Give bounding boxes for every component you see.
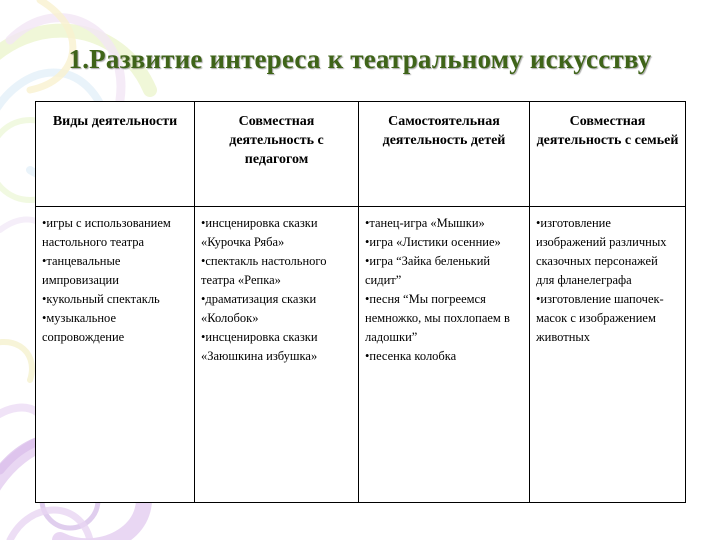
list-item: •инсценировка сказки «Заюшкина избушка» [201,330,318,363]
list-item: •игра “Зайка беленький сидит” [365,254,491,287]
header-joint-with-teacher: Совместная деятельность с педагогом [195,102,359,207]
list-item: •музыкальное сопровождение [42,311,125,344]
list-item: •драматизация сказки «Колобок» [201,292,317,325]
list-item: •песенка колобка [365,349,457,363]
table-header-row [36,102,686,207]
cell-independent-children [359,207,530,503]
list-item: •спектакль настольного театра «Репка» [201,254,327,287]
cell-joint-with-teacher [195,207,359,503]
slide-title: 1.Развитие интереса к театральному искусству [68,44,652,74]
header-activity-types: Виды деятельности [36,102,195,207]
list-item: •кукольный спектакль [42,292,160,306]
cell-activity-types [36,207,195,503]
activities-table [35,101,686,503]
list-item: •изготовление шапочек-масок с изображением животных [536,292,664,344]
list-item: •песня “Мы погреемся немножко, мы похлопаем в ладошки” [365,292,510,344]
list-item: •игра «Листики осенние» [365,235,501,249]
list-item: •игры с использованием настольного театра [42,216,171,249]
list-item: •танец-игра «Мышки» [365,216,485,230]
header-joint-with-family: Совместная деятельность с семьей [530,102,686,207]
cell-joint-with-family [530,207,686,503]
list-item: •изготовление изображений различных сказочных персонажей для фланелеграфа [536,216,667,287]
table-row [36,207,686,503]
list-item: •танцевальные импровизации [42,254,121,287]
list-item: •инсценировка сказки «Курочка Ряба» [201,216,318,249]
header-independent-children: Самостоятельная деятельность детей [359,102,530,207]
